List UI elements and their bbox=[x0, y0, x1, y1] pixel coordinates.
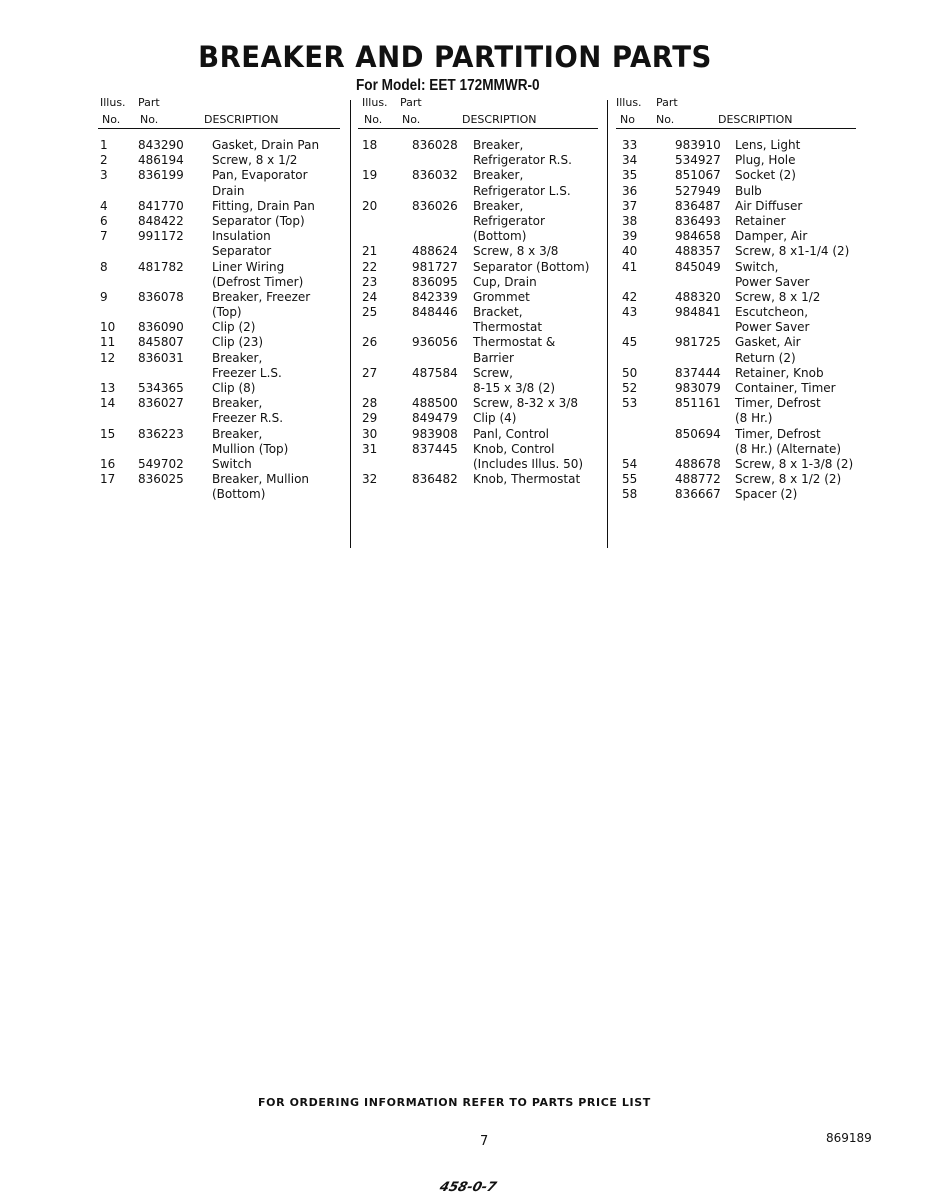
table-row-continuation bbox=[616, 411, 856, 426]
part-number: 983910 bbox=[675, 138, 721, 152]
table-row bbox=[98, 214, 340, 229]
table-row bbox=[616, 290, 856, 305]
part-number: 981725 bbox=[675, 335, 721, 350]
column-header bbox=[616, 96, 856, 129]
table-row-continuation bbox=[616, 442, 856, 457]
table-row-continuation bbox=[358, 457, 598, 472]
part-header: No. bbox=[656, 113, 675, 126]
part-description: Thermostat & bbox=[473, 335, 556, 350]
part-number: 836223 bbox=[138, 426, 184, 441]
part-number: 848446 bbox=[412, 305, 458, 320]
illus-number: 34 bbox=[622, 153, 638, 168]
part-number: 836027 bbox=[138, 396, 184, 411]
illus-number: 25 bbox=[362, 305, 378, 320]
illus-number: 24 bbox=[362, 289, 378, 304]
part-header-top: Part bbox=[138, 96, 160, 109]
part-description: Barrier bbox=[473, 350, 514, 365]
illus-number: 30 bbox=[362, 426, 378, 441]
part-number: 527949 bbox=[675, 183, 721, 198]
illus-header: No. bbox=[102, 113, 121, 126]
part-description: Breaker, bbox=[473, 168, 524, 183]
part-description: Knob, Thermostat bbox=[473, 472, 581, 487]
illus-number: 31 bbox=[362, 441, 378, 456]
part-description: Knob, Control bbox=[473, 441, 555, 456]
table-row-continuation bbox=[358, 351, 598, 366]
illus-number: 9 bbox=[100, 289, 108, 304]
part-description: Freezer R.S. bbox=[212, 411, 284, 426]
part-description: (8 Hr.) bbox=[735, 411, 773, 426]
table-row-continuation bbox=[98, 487, 340, 502]
illus-number: 13 bbox=[100, 381, 116, 395]
illus-number: 21 bbox=[362, 244, 378, 259]
part-number: 836667 bbox=[675, 487, 721, 502]
part-number: 845049 bbox=[675, 259, 721, 274]
table-row-continuation bbox=[98, 244, 340, 259]
part-number: 488320 bbox=[675, 289, 721, 304]
table-row bbox=[616, 199, 856, 214]
illus-number: 3 bbox=[100, 168, 108, 183]
part-number: 534365 bbox=[138, 381, 184, 395]
part-number: 981727 bbox=[412, 259, 458, 274]
part-header-top: Part bbox=[400, 96, 422, 109]
part-description: Breaker, bbox=[212, 350, 263, 365]
part-number: 837445 bbox=[412, 441, 458, 456]
description-header: DESCRIPTION bbox=[718, 113, 793, 126]
part-number: 836493 bbox=[675, 213, 721, 228]
part-description: (Defrost Timer) bbox=[212, 274, 304, 289]
table-row bbox=[98, 138, 340, 153]
illus-number: 29 bbox=[362, 411, 378, 426]
illus-number: 18 bbox=[362, 138, 378, 152]
table-row-continuation bbox=[98, 411, 340, 426]
illus-number: 22 bbox=[362, 259, 378, 274]
illus-number: 52 bbox=[622, 381, 638, 395]
part-description: Escutcheon, bbox=[735, 305, 809, 320]
table-row-continuation bbox=[98, 275, 340, 290]
part-number: 488624 bbox=[412, 244, 458, 259]
table-row-continuation bbox=[98, 366, 340, 381]
part-number: 836487 bbox=[675, 198, 721, 213]
table-row-continuation bbox=[358, 184, 598, 199]
part-description: 8-15 x 3/8 (2) bbox=[473, 381, 556, 395]
table-row bbox=[616, 305, 856, 320]
part-description: Damper, Air bbox=[735, 229, 808, 244]
illus-number: 58 bbox=[622, 487, 638, 502]
table-row-continuation bbox=[358, 153, 598, 168]
table-row bbox=[616, 427, 856, 442]
illus-number: 43 bbox=[622, 305, 638, 320]
part-description: Breaker, bbox=[212, 426, 263, 441]
part-description: Insulation bbox=[212, 229, 271, 244]
table-row-continuation bbox=[358, 214, 598, 229]
part-description: Screw, 8 x 1/2 bbox=[735, 289, 821, 304]
part-description: Screw, bbox=[473, 365, 513, 380]
table-row bbox=[98, 260, 340, 275]
illus-number: 2 bbox=[100, 153, 108, 168]
part-description: Screw, 8-32 x 3/8 bbox=[473, 396, 578, 411]
table-row bbox=[616, 366, 856, 381]
part-description: Screw, 8 x 1/2 bbox=[212, 153, 298, 168]
part-header-top: Part bbox=[656, 96, 678, 109]
part-number: 983079 bbox=[675, 381, 721, 395]
table-row-continuation bbox=[98, 305, 340, 320]
part-number: 488500 bbox=[412, 396, 458, 411]
table-row bbox=[98, 351, 340, 366]
illus-number: 14 bbox=[100, 396, 116, 411]
table-row bbox=[616, 457, 856, 472]
part-number: 837444 bbox=[675, 365, 721, 380]
column-divider bbox=[350, 100, 351, 548]
table-row bbox=[358, 260, 598, 275]
table-row bbox=[616, 214, 856, 229]
illus-number: 55 bbox=[622, 472, 638, 487]
table-row-continuation bbox=[98, 442, 340, 457]
model-subtitle: For Model: EET 172MMWR-0 bbox=[356, 77, 540, 94]
table-row bbox=[98, 427, 340, 442]
part-number: 481782 bbox=[138, 259, 184, 274]
table-row bbox=[616, 244, 856, 259]
illus-number: 16 bbox=[100, 456, 116, 471]
part-description: Screw, 8 x1-1/4 (2) bbox=[735, 244, 850, 259]
part-number: 983908 bbox=[412, 426, 458, 441]
part-number: 851161 bbox=[675, 396, 721, 411]
description-header: DESCRIPTION bbox=[204, 113, 279, 126]
table-row bbox=[358, 199, 598, 214]
part-number: 488678 bbox=[675, 456, 721, 471]
illus-number: 32 bbox=[362, 472, 378, 487]
parts-column-1 bbox=[98, 96, 340, 503]
part-number: 836025 bbox=[138, 472, 184, 487]
table-row bbox=[616, 487, 856, 502]
table-row bbox=[358, 427, 598, 442]
part-number: 836095 bbox=[412, 274, 458, 289]
part-description: Breaker, bbox=[212, 396, 263, 411]
illus-number: 38 bbox=[622, 213, 638, 228]
part-description: Breaker, Freezer bbox=[212, 289, 311, 304]
table-row bbox=[616, 396, 856, 411]
table-row bbox=[98, 168, 340, 183]
part-description: Clip (23) bbox=[212, 335, 264, 350]
part-description: Screw, 8 x 3/8 bbox=[473, 244, 559, 259]
illus-header-top: Illus. bbox=[362, 96, 388, 109]
part-description: Gasket, Air bbox=[735, 335, 801, 350]
part-description: Mullion (Top) bbox=[212, 441, 289, 456]
illus-number: 26 bbox=[362, 335, 378, 350]
illus-number: 33 bbox=[622, 138, 638, 152]
part-description: Retainer, Knob bbox=[735, 365, 824, 380]
part-description: Power Saver bbox=[735, 274, 810, 289]
table-row-continuation bbox=[616, 320, 856, 335]
parts-rows bbox=[98, 138, 340, 503]
illus-number: 8 bbox=[100, 259, 108, 274]
part-number: 836031 bbox=[138, 350, 184, 365]
part-description: Screw, 8 x 1-3/8 (2) bbox=[735, 456, 854, 471]
part-description: Thermostat bbox=[473, 320, 543, 335]
part-description: Grommet bbox=[473, 289, 530, 304]
table-row bbox=[98, 335, 340, 350]
table-row bbox=[98, 457, 340, 472]
part-description: Clip (8) bbox=[212, 381, 256, 395]
part-description: Lens, Light bbox=[735, 138, 801, 152]
part-description: Clip (2) bbox=[212, 320, 256, 335]
table-row bbox=[616, 381, 856, 396]
illus-number: 27 bbox=[362, 365, 378, 380]
part-header: No. bbox=[402, 113, 421, 126]
part-description: Gasket, Drain Pan bbox=[212, 138, 320, 152]
table-row bbox=[98, 381, 340, 396]
part-number: 984841 bbox=[675, 305, 721, 320]
illus-number: 50 bbox=[622, 365, 638, 380]
part-description: (Bottom) bbox=[212, 487, 266, 502]
part-description: Spacer (2) bbox=[735, 487, 798, 502]
part-description: Pan, Evaporator bbox=[212, 168, 308, 183]
part-number: 836199 bbox=[138, 168, 184, 183]
table-row bbox=[358, 335, 598, 350]
part-description: Socket (2) bbox=[735, 168, 796, 183]
table-row-continuation bbox=[358, 320, 598, 335]
illus-number: 17 bbox=[100, 472, 116, 487]
illus-number: 15 bbox=[100, 426, 116, 441]
table-row bbox=[98, 199, 340, 214]
part-number: 836028 bbox=[412, 138, 458, 152]
page-title: BREAKER AND PARTITION PARTS bbox=[198, 40, 712, 74]
table-row-continuation bbox=[98, 184, 340, 199]
part-number: 488357 bbox=[675, 244, 721, 259]
part-number: 487584 bbox=[412, 365, 458, 380]
part-description: Clip (4) bbox=[473, 411, 517, 426]
part-number: 549702 bbox=[138, 456, 184, 471]
ordering-note: FOR ORDERING INFORMATION REFER TO PARTS PRICE LIST bbox=[258, 1096, 651, 1109]
illus-header: No bbox=[620, 113, 635, 126]
part-number: 848422 bbox=[138, 213, 184, 228]
illus-header: No. bbox=[364, 113, 383, 126]
part-number: 842339 bbox=[412, 289, 458, 304]
part-description: (Bottom) bbox=[473, 229, 527, 244]
part-description: Container, Timer bbox=[735, 381, 836, 395]
part-description: Return (2) bbox=[735, 350, 796, 365]
part-number: 851067 bbox=[675, 168, 721, 183]
illus-number: 42 bbox=[622, 289, 638, 304]
table-row bbox=[616, 229, 856, 244]
table-row bbox=[616, 260, 856, 275]
part-description: Freezer L.S. bbox=[212, 365, 282, 380]
column-header bbox=[98, 96, 340, 129]
illus-number: 41 bbox=[622, 259, 638, 274]
illus-number: 4 bbox=[100, 198, 108, 213]
part-description: Air Diffuser bbox=[735, 198, 803, 213]
part-description: (Top) bbox=[212, 305, 242, 320]
illus-number: 37 bbox=[622, 198, 638, 213]
part-description: Switch bbox=[212, 456, 252, 471]
part-number: 534927 bbox=[675, 153, 721, 168]
table-row-continuation bbox=[358, 229, 598, 244]
table-row bbox=[358, 366, 598, 381]
part-description: Timer, Defrost bbox=[735, 426, 821, 441]
table-row bbox=[98, 229, 340, 244]
part-description: Fitting, Drain Pan bbox=[212, 198, 315, 213]
part-description: Liner Wiring bbox=[212, 259, 285, 274]
part-number: 836032 bbox=[412, 168, 458, 183]
part-description: Retainer bbox=[735, 213, 786, 228]
table-row bbox=[358, 138, 598, 153]
table-row bbox=[358, 442, 598, 457]
part-number: 984658 bbox=[675, 229, 721, 244]
handwritten-note: 458-0-7 bbox=[437, 1180, 499, 1195]
part-number: 836482 bbox=[412, 472, 458, 487]
illus-number: 45 bbox=[622, 335, 638, 350]
illus-number: 19 bbox=[362, 168, 378, 183]
table-row bbox=[358, 411, 598, 426]
part-description: Bracket, bbox=[473, 305, 523, 320]
part-header: No. bbox=[140, 113, 159, 126]
part-number: 841770 bbox=[138, 198, 184, 213]
table-row bbox=[98, 472, 340, 487]
part-number: 849479 bbox=[412, 411, 458, 426]
part-description: Switch, bbox=[735, 259, 779, 274]
page-number: 7 bbox=[480, 1134, 489, 1149]
table-row-continuation bbox=[358, 381, 598, 396]
illus-number: 10 bbox=[100, 320, 116, 335]
part-description: Breaker, bbox=[473, 198, 524, 213]
parts-column-2 bbox=[358, 96, 598, 487]
parts-rows bbox=[616, 138, 856, 503]
illus-number: 12 bbox=[100, 350, 116, 365]
part-description: Refrigerator R.S. bbox=[473, 153, 572, 168]
parts-rows bbox=[358, 138, 598, 487]
illus-header-top: Illus. bbox=[100, 96, 126, 109]
part-description: Panl, Control bbox=[473, 426, 549, 441]
part-description: Separator bbox=[212, 244, 272, 259]
table-row bbox=[358, 275, 598, 290]
part-number: 936056 bbox=[412, 335, 458, 350]
table-row bbox=[358, 244, 598, 259]
table-row bbox=[358, 305, 598, 320]
illus-number: 28 bbox=[362, 396, 378, 411]
illus-number: 36 bbox=[622, 183, 638, 198]
table-row bbox=[616, 472, 856, 487]
table-row bbox=[358, 168, 598, 183]
table-row bbox=[616, 153, 856, 168]
table-row bbox=[98, 320, 340, 335]
illus-number: 23 bbox=[362, 274, 378, 289]
illus-number: 7 bbox=[100, 229, 108, 244]
table-row bbox=[358, 472, 598, 487]
table-row bbox=[98, 290, 340, 305]
part-description: Drain bbox=[212, 183, 245, 198]
table-row-continuation bbox=[616, 275, 856, 290]
illus-number: 35 bbox=[622, 168, 638, 183]
part-description: Separator (Top) bbox=[212, 213, 305, 228]
illus-number: 6 bbox=[100, 213, 108, 228]
part-description: Refrigerator bbox=[473, 213, 545, 228]
parts-column-3 bbox=[616, 96, 856, 503]
table-row-continuation bbox=[616, 351, 856, 366]
table-row bbox=[358, 396, 598, 411]
part-number: 488772 bbox=[675, 472, 721, 487]
part-description: Breaker, Mullion bbox=[212, 472, 310, 487]
illus-number: 39 bbox=[622, 229, 638, 244]
part-number: 836090 bbox=[138, 320, 184, 335]
table-row bbox=[616, 184, 856, 199]
part-number: 486194 bbox=[138, 153, 184, 168]
illus-number: 40 bbox=[622, 244, 638, 259]
part-description: Plug, Hole bbox=[735, 153, 796, 168]
part-number: 845807 bbox=[138, 335, 184, 350]
illus-number: 53 bbox=[622, 396, 638, 411]
table-row bbox=[616, 335, 856, 350]
illus-header-top: Illus. bbox=[616, 96, 642, 109]
table-row bbox=[358, 290, 598, 305]
part-description: (8 Hr.) (Alternate) bbox=[735, 441, 842, 456]
part-description: Bulb bbox=[735, 183, 762, 198]
part-description: Refrigerator L.S. bbox=[473, 183, 571, 198]
part-description: Breaker, bbox=[473, 138, 524, 152]
table-row bbox=[616, 168, 856, 183]
illus-number: 11 bbox=[100, 335, 116, 350]
table-row bbox=[98, 153, 340, 168]
column-divider bbox=[607, 100, 608, 548]
part-number: 991172 bbox=[138, 229, 184, 244]
part-description: (Includes Illus. 50) bbox=[473, 456, 584, 471]
part-number: 836026 bbox=[412, 198, 458, 213]
part-description: Power Saver bbox=[735, 320, 810, 335]
table-row bbox=[98, 396, 340, 411]
column-header bbox=[358, 96, 598, 129]
illus-number: 54 bbox=[622, 456, 638, 471]
illus-number: 20 bbox=[362, 198, 378, 213]
part-description: Timer, Defrost bbox=[735, 396, 821, 411]
illus-number: 1 bbox=[100, 138, 108, 152]
part-number: 843290 bbox=[138, 138, 184, 152]
document-number: 869189 bbox=[826, 1131, 872, 1145]
part-description: Cup, Drain bbox=[473, 274, 537, 289]
part-description: Screw, 8 x 1/2 (2) bbox=[735, 472, 842, 487]
table-row bbox=[616, 138, 856, 153]
part-description: Separator (Bottom) bbox=[473, 259, 590, 274]
part-number: 850694 bbox=[675, 426, 721, 441]
part-number: 836078 bbox=[138, 289, 184, 304]
description-header: DESCRIPTION bbox=[462, 113, 537, 126]
